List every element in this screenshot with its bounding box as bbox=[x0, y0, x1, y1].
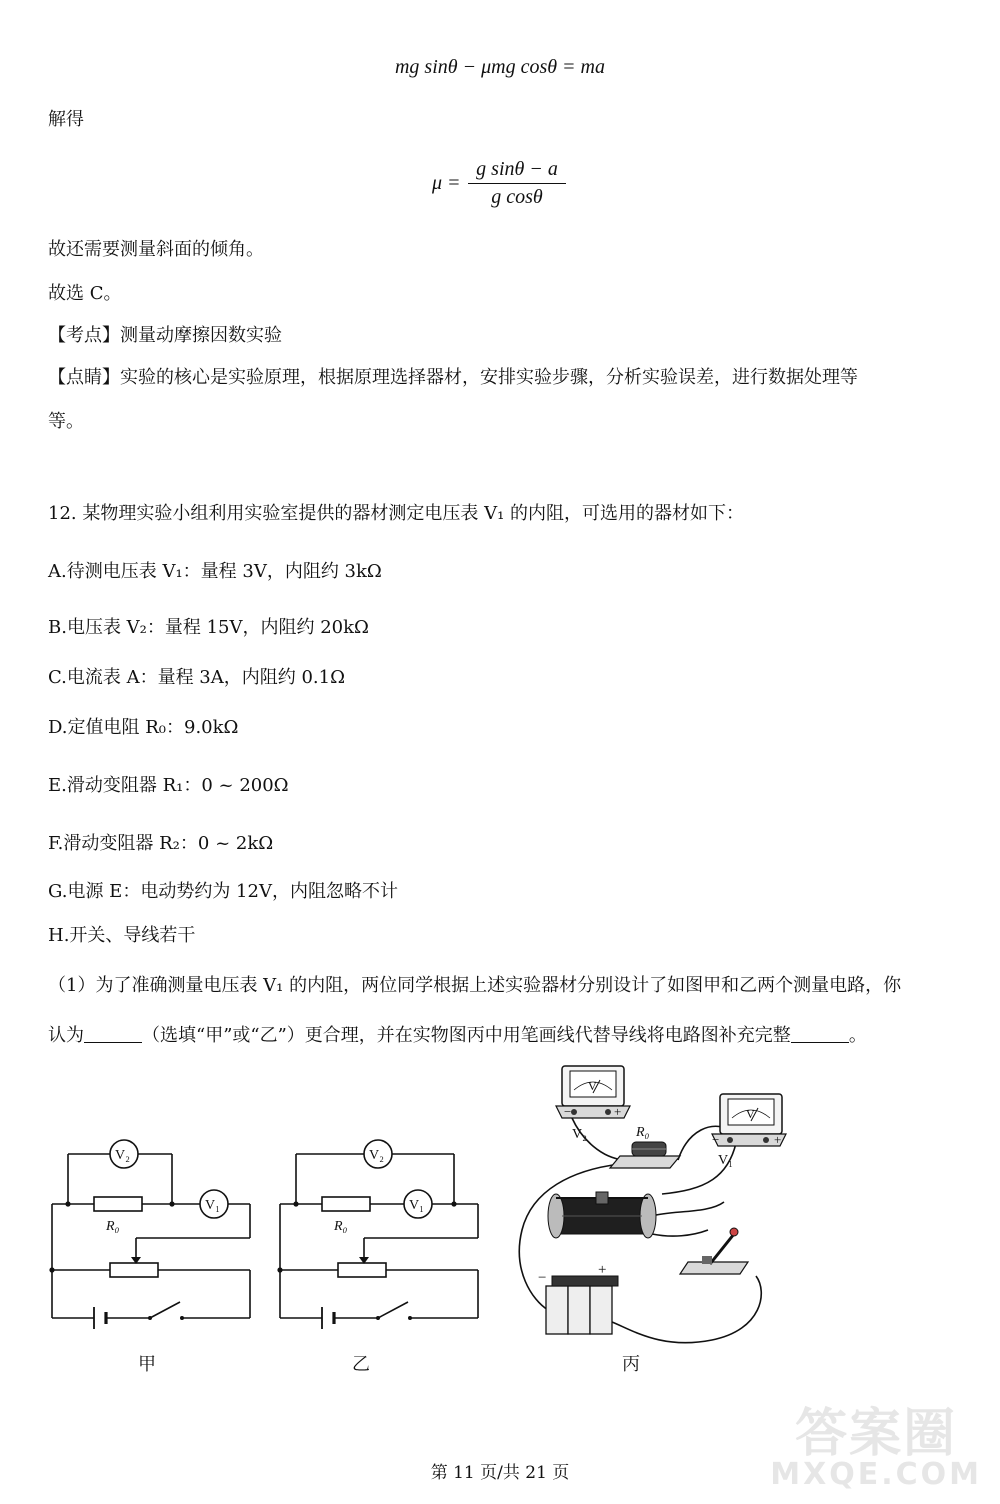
battery-pack bbox=[546, 1276, 618, 1334]
caption-yi: 乙 bbox=[352, 1354, 370, 1375]
text-kaodian: 【考点】测量动摩擦因数实验 bbox=[48, 325, 282, 346]
option-c: C.电流表 A：量程 3A，内阻约 0.1Ω bbox=[48, 667, 346, 688]
formula-mu-fraction bbox=[468, 158, 566, 209]
option-a: A.待测电压表 V₁：量程 3V，内阻约 3kΩ bbox=[48, 561, 382, 582]
option-e: E.滑动变阻器 R₁：0 ~ 200Ω bbox=[48, 775, 289, 796]
option-b: B.电压表 V₂：量程 15V，内阻约 20kΩ bbox=[48, 617, 369, 638]
part1-line-b bbox=[48, 1024, 867, 1048]
text-jiede: 解得 bbox=[48, 109, 84, 130]
jia-v1-label: V₁ bbox=[205, 1198, 220, 1213]
bing-r0-label: R₀ bbox=[636, 1125, 650, 1140]
yi-r0-label: R₀ bbox=[334, 1219, 348, 1234]
bing-v2-label: V₂ bbox=[572, 1127, 587, 1142]
formula-mu-numerator: g sinθ − a bbox=[468, 158, 566, 184]
part1-text-1: 认为 bbox=[48, 1025, 84, 1046]
text-dianjing-1: 【点睛】实验的核心是实验原理，根据原理选择器材，安排实验步骤，分析实验误差，进行数据处理等 bbox=[48, 367, 858, 388]
option-h: H.开关、导线若干 bbox=[48, 925, 196, 946]
page-number: 第 11 页/共 21 页 bbox=[430, 1463, 570, 1483]
bing-v1-minus: − bbox=[712, 1132, 720, 1147]
battery-plus: + bbox=[598, 1262, 607, 1278]
question-stem: 12. 某物理实验小组利用实验室提供的器材测定电压表 V₁ 的内阻，可选用的器材如下： bbox=[48, 503, 745, 524]
circuit-diagram-jia bbox=[40, 1126, 270, 1346]
yi-v2-label: V₂ bbox=[369, 1148, 384, 1163]
option-g: G.电源 E：电动势约为 12V，内阻忽略不计 bbox=[48, 881, 398, 902]
watermark-text-1: 答案圈 bbox=[795, 1404, 958, 1464]
sliding-rheostat bbox=[548, 1192, 656, 1238]
bing-v2-plus: + bbox=[614, 1104, 622, 1119]
battery-minus: − bbox=[538, 1270, 547, 1286]
watermark-text-2: MXQE.COM bbox=[770, 1457, 982, 1492]
option-d: D.定值电阻 R₀：9.0kΩ bbox=[48, 717, 239, 738]
apparatus-diagram-bing bbox=[512, 1060, 792, 1350]
circuit-diagram-yi bbox=[268, 1126, 498, 1346]
part1-line-a: （1）为了准确测量电压表 V₁ 的内阻，两位同学根据上述实验器材分别设计了如图甲和乙两个测量电路，你 bbox=[48, 975, 902, 996]
text-choose: 故选 C。 bbox=[48, 283, 122, 304]
answer-blank-2[interactable] bbox=[791, 1024, 849, 1043]
part1-text-2: （选填“甲”或“乙”）更合理，并在实物图丙中用笔画线代替导线将电路图补充完整 bbox=[142, 1025, 791, 1046]
caption-bing: 丙 bbox=[622, 1354, 640, 1375]
answer-blank-1[interactable] bbox=[84, 1024, 142, 1043]
formula-mu-lhs: μ = bbox=[432, 172, 461, 194]
bing-v2-minus: − bbox=[564, 1104, 572, 1119]
option-f: F.滑动变阻器 R₂：0 ~ 2kΩ bbox=[48, 833, 274, 854]
jia-v2-label: V₂ bbox=[115, 1148, 130, 1163]
formula-mu-denominator: g cosθ bbox=[491, 186, 543, 208]
bing-v-label-1: V bbox=[588, 1079, 597, 1093]
yi-v1-label: V₁ bbox=[409, 1198, 424, 1213]
part1-text-3: 。 bbox=[848, 1025, 867, 1046]
caption-jia: 甲 bbox=[138, 1354, 156, 1375]
bing-v1-plus: + bbox=[774, 1132, 782, 1147]
bing-v1-label: V₁ bbox=[718, 1153, 733, 1168]
resistor-r0 bbox=[610, 1142, 680, 1168]
text-dianjing-2: 等。 bbox=[48, 411, 84, 432]
jia-r0-label: R₀ bbox=[106, 1219, 120, 1234]
formula-newton: mg sinθ − μmg cosθ = ma bbox=[394, 56, 605, 78]
bing-v-label-2: V bbox=[746, 1107, 755, 1121]
text-need-angle: 故还需要测量斜面的倾角。 bbox=[48, 239, 264, 260]
watermark-logo bbox=[770, 1404, 982, 1492]
